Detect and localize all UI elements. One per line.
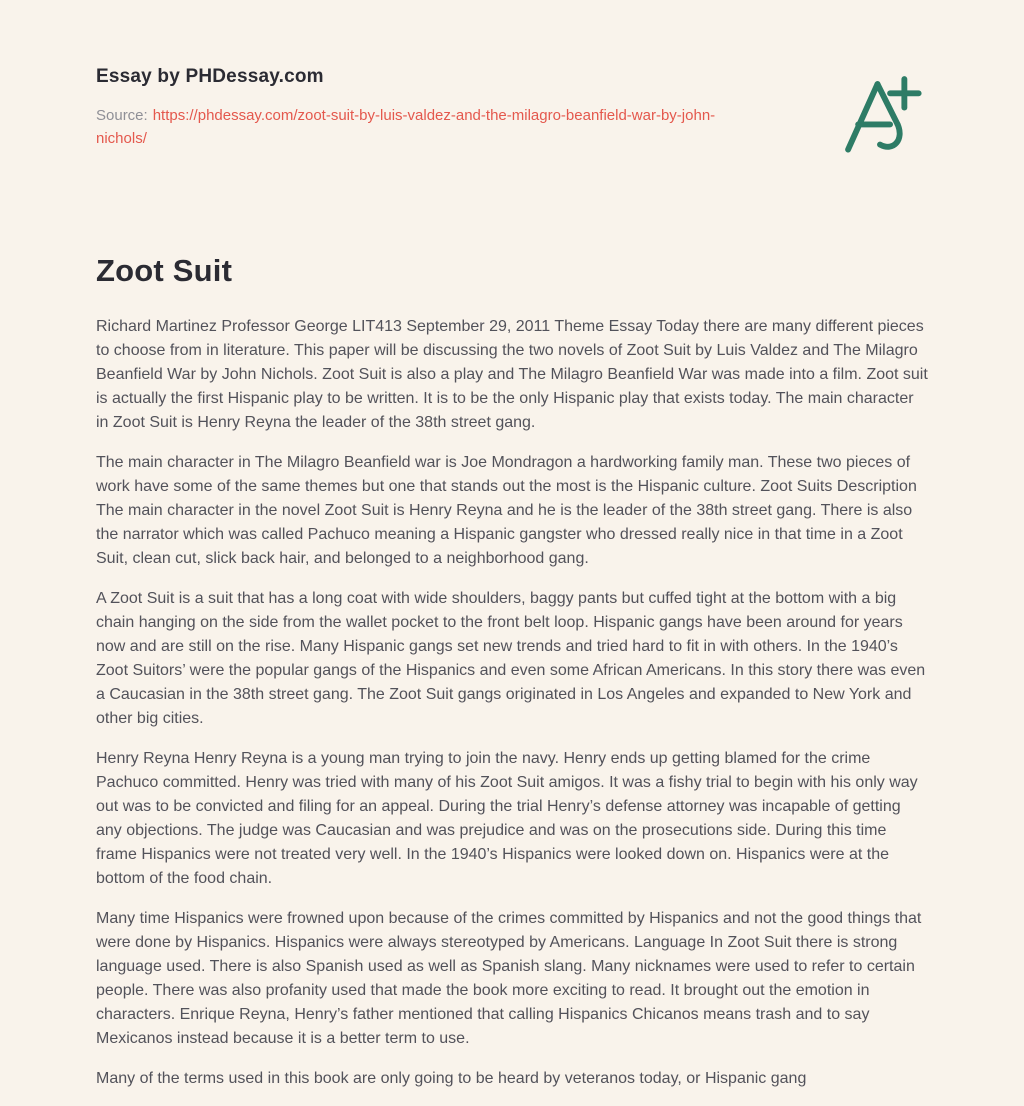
header — [96, 66, 928, 151]
paragraph: The main character in The Milagro Beanfield war is Joe Mondragon a hardworking family man. These two pieces of work have some of the same themes but one that stands out the most is the Hispanic culture. Zoot Suits Description The main character in the novel Zoot Suit is Henry Reyna and he is the leader of the 38th street gang. There is also the narrator which was called Pachuco meaning a Hispanic gangster who dressed really nice in that time in a Zoot Suit, clean cut, slick back hair, and belonged to a neighborhood gang. — [96, 453, 917, 567]
page-title: Zoot Suit — [96, 252, 233, 288]
source-label: Source: — [96, 107, 148, 124]
paragraph: Many of the terms used in this book are only going to be heard by veteranos today, or Hispanic gang — [96, 1069, 807, 1087]
source-line — [96, 104, 752, 151]
paragraph: Many time Hispanics were frowned upon because of the crimes committed by Hispanics and not the good things that were done by Hispanics. Hispanics were always stereotyped by Americans. Language In Zoot Suit there is strong language used. There is also Spanish used as well as Spanish slang. Many nicknames were used to refer to certain people. There was also profanity used that made the book more exciting to read. It brought out the emotion in characters. Enrique Reyna, Henry’s father mentioned that calling Hispanics Chicanos means trash and to say Mexicanos instead because it is a better term to use. — [96, 909, 922, 1047]
paragraph: Richard Martinez Professor George LIT413 September 29, 2011 Theme Essay Today there are many different pieces to choose from in literature. This paper will be discussing the two novels of Zoot Suit by Luis Valdez and The Milagro Beanfield War by John Nichols. Zoot Suit is also a play and The Milagro Beanfield War was made into a film. Zoot suit is actually the first Hispanic play to be written. It is to be the only Hispanic play that exists today. The main character in Zoot Suit is Henry Reyna the leader of the 38th street gang. — [96, 317, 928, 431]
site-byline: Essay by PHDessay.com — [96, 66, 324, 87]
article-body — [96, 315, 928, 1091]
paragraph: Henry Reyna Henry Reyna is a young man trying to join the navy. Henry ends up getting blamed for the crime Pachuco committed. Henry was tried with many of his Zoot Suit amigos. It was a fishy trial to begin with his only way out was to be convicted and filing for an appeal. During the trial Henry’s defense attorney was incapable of getting any objections. The judge was Caucasian and was prejudice and was on the prosecutions side. During this time frame Hispanics were not treated very well. In the 1940’s Hispanics were looked down on. Hispanics were at the bottom of the food chain. — [96, 749, 918, 887]
source-link[interactable]: https://phdessay.com/zoot-suit-by-luis-valdez-and-the-milagro-beanfield-war-by-john-nichols/ — [96, 107, 716, 148]
phdessay-a-plus-logo-icon — [838, 72, 922, 160]
paragraph: A Zoot Suit is a suit that has a long coat with wide shoulders, baggy pants but cuffed tight at the bottom with a big chain hanging on the side from the wallet pocket to the front belt loop. Hispanic gangs have been around for years now and are still on the rise. Many Hispanic gangs set new trends and tried hard to fit in with others. In the 1940’s Zoot Suitors’ were the popular gangs of the Hispanics and even some African Americans. In this story there was even a Caucasian in the 38th street gang. The Zoot Suit gangs originated in Los Angeles and expanded to New York and other big cities. — [96, 589, 926, 727]
